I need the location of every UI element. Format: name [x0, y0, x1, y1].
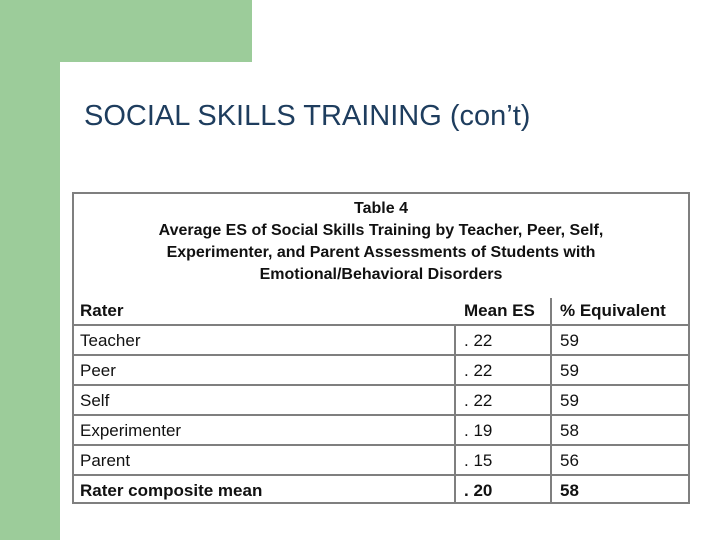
table-cell-rater-composite: Rater composite mean	[80, 481, 263, 500]
table-cell-percent: 59	[560, 391, 579, 410]
table-cell-mean-es: . 15	[464, 451, 493, 470]
table-cell-mean-es: . 22	[464, 361, 493, 380]
row-divider	[74, 474, 688, 476]
table-cell-rater: Experimenter	[80, 421, 182, 440]
column-divider	[550, 326, 552, 504]
table-cell-rater: Self	[80, 391, 110, 410]
header-percent-equivalent: % Equivalent	[560, 301, 666, 320]
table-cell-mean-es-composite: . 20	[464, 481, 493, 500]
table-cell-percent: 59	[560, 331, 579, 350]
row-divider	[74, 414, 688, 416]
table-cell-percent: 59	[560, 361, 579, 380]
caption-line: Experimenter, and Parent Assessments of Students with	[166, 244, 596, 261]
slide-title: SOCIAL SKILLS TRAINING (con’t)	[84, 100, 531, 132]
data-table	[72, 192, 690, 504]
header-column-divider	[550, 298, 552, 326]
row-divider	[74, 324, 688, 326]
table-cell-percent: 56	[560, 451, 579, 470]
green-accent-top	[0, 0, 252, 62]
table-cell-mean-es: . 22	[464, 331, 493, 350]
table-cell-rater: Parent	[80, 451, 131, 470]
row-divider	[74, 354, 688, 356]
header-rater: Rater	[80, 301, 124, 320]
table-cell-mean-es: . 19	[464, 421, 493, 440]
table-cell-percent-composite: 58	[560, 481, 579, 500]
table-cell-rater: Peer	[80, 361, 116, 380]
column-divider	[454, 326, 456, 504]
header-mean-es: Mean ES	[464, 301, 535, 320]
green-accent-left	[0, 0, 60, 540]
table-cell-percent: 58	[560, 421, 579, 440]
table-cell-mean-es: . 22	[464, 391, 493, 410]
table-cell-rater: Teacher	[80, 331, 141, 350]
table-caption	[74, 198, 688, 286]
caption-line: Table 4	[354, 200, 408, 217]
caption-line: Average ES of Social Skills Training by Teacher, Peer, Self,	[158, 222, 604, 239]
row-divider	[74, 444, 688, 446]
row-divider	[74, 384, 688, 386]
caption-line: Emotional/Behavioral Disorders	[259, 266, 503, 283]
